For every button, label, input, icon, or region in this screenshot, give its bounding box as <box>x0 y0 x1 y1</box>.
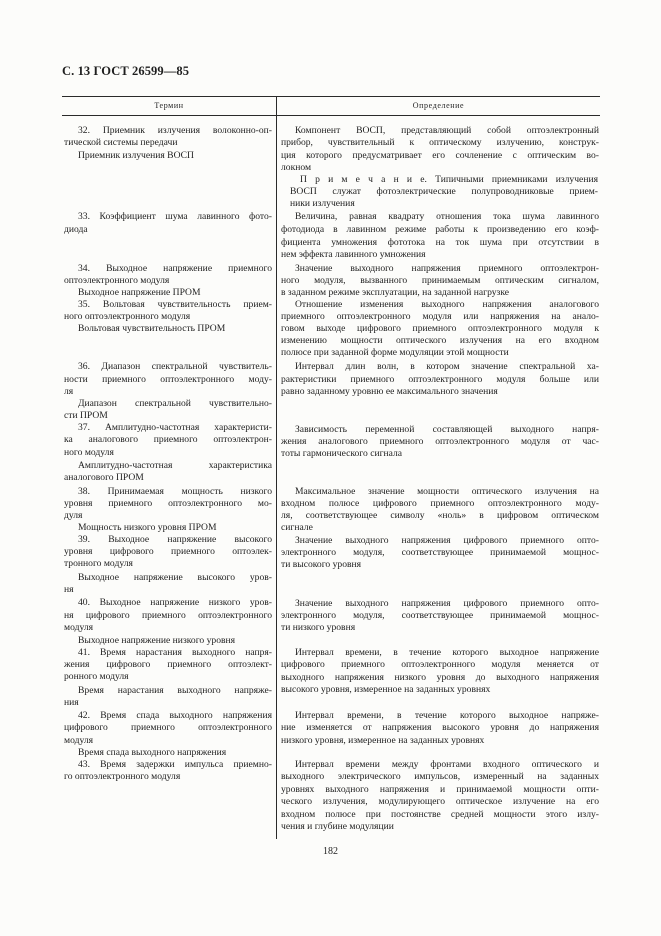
definition-line: Значение выходного напряжения цифрового приемного опто- <box>295 598 599 609</box>
definition-line: жения аналогового приемного оптоэлектронного модуля от час- <box>281 436 599 447</box>
term-line: ня цифрового приемного оптоэлектронного <box>64 610 272 621</box>
definition-line: входном полюсе при постоянстве средней мощности этого излу- <box>281 809 599 820</box>
column-divider <box>276 96 277 839</box>
term-line: ного оптоэлектронного модуля <box>64 311 191 322</box>
definition-line: Интервал времени между фронтами входного оптического и <box>295 759 599 770</box>
definition-line: электронного модуля, соответствующее принимаемой мощнос- <box>281 610 599 621</box>
definition-line: равно заданному уровню ее максимального значения <box>281 386 498 397</box>
definition-line: ля, соответствующее символу «ноль» в цифровом оптическом <box>281 510 599 521</box>
term-line: ности приемного оптоэлектронного моду- <box>64 374 272 385</box>
term-line: уровня приемного оптоэлектронного мо- <box>64 498 272 509</box>
term-line: 43. Время задержки импульса приемно- <box>78 759 272 770</box>
definition-line: нем эффекта лавинного умножения <box>281 249 426 260</box>
definition-line: ного модуля, вызванного принимаемым оптическим сигналом, <box>281 275 599 286</box>
definition-line: Интервал длин волн, в котором значение спектральной ха- <box>295 361 599 372</box>
term-line: Диапазон спектральной чувствительно- <box>78 398 272 409</box>
term-line: ронного модуля <box>64 671 129 682</box>
term-line: дуля <box>64 510 83 521</box>
definition-line: выходного напряжения низкого уровня до выходного напряжения <box>281 672 599 683</box>
definition-line: тоты гармонического сигнала <box>281 448 403 459</box>
term-line: го оптоэлектронного модуля <box>64 771 181 782</box>
definition-line: Интервал времени, в течение которого выходное напряжение <box>295 647 599 658</box>
definition-line: Компонент ВОСП, представляющий собой оптоэлектронный <box>295 125 599 136</box>
term-line: 41. Время нарастания выходного напря- <box>78 647 272 658</box>
term-line: сти ПРОМ <box>64 410 108 421</box>
term-line: уровня цифрового приемного оптоэлек- <box>64 546 272 557</box>
term-line: 38. Принимаемая мощность низкого <box>78 486 272 497</box>
definition-line: Зависимость переменной составляющей выходного напря- <box>295 424 599 435</box>
definition-line: приемного оптоэлектронного модуля или напряжения на анало- <box>281 311 599 322</box>
term-line: модуля <box>64 735 94 746</box>
page-header: С. 13 ГОСТ 26599—85 <box>62 64 190 78</box>
definition-line: говом выходе цифрового приемного оптоэлектронного модуля к <box>281 323 599 334</box>
term-line: жения цифрового приемного оптоэлект- <box>64 659 272 670</box>
note-line: ВОСП служат фотоэлектрические полупроводниковые прием- <box>290 186 598 197</box>
term-line: 37. Амплитудно-частотная характеристи- <box>78 422 272 433</box>
definition-line: ция которого предусматривает его сочленение с оптическим во- <box>281 150 599 161</box>
term-line: 36. Диапазон спектральной чувствитель- <box>78 361 272 372</box>
definition-line: локном <box>281 162 312 173</box>
definition-line: Значение выходного напряжения приемного оптоэлектрон- <box>295 263 599 274</box>
definition-line: Отношение изменения выходного напряжения аналогового <box>295 299 599 310</box>
term-line: 33. Коэффициент шума лавинного фото- <box>78 211 272 222</box>
definition-line: электронного модуля, соответствующее принимаемой мощнос- <box>281 547 599 558</box>
note-line: ники излучения <box>290 198 355 209</box>
definition-line: ти высокого уровня <box>281 559 362 570</box>
term-line: Время спада выходного напряжения <box>78 747 227 758</box>
term-line: Приемник излучения ВОСП <box>78 150 194 161</box>
term-line: Выходное напряжение ПРОМ <box>78 287 201 298</box>
term-line: Мощность низкого уровня ПРОМ <box>78 522 217 533</box>
definition-line: выходного электрического импульсов, измеренный на заданных <box>281 771 599 782</box>
definition-line: Величина, равная квадрату отношения тока шума лавинного <box>295 211 599 222</box>
term-line: Выходное напряжение высокого уров- <box>78 572 272 583</box>
term-line: диода <box>64 224 88 235</box>
definition-line: полюсе при заданной форме модуляции этой мощности <box>281 347 509 358</box>
term-line: 35. Вольтовая чувствительность прием- <box>78 299 272 310</box>
definition-line: входном полюсе цифрового приемного оптоэлектронного моду- <box>281 498 599 509</box>
term-line: аналогового ПРОМ <box>64 472 144 483</box>
definition-line: Максимальное значение мощности оптического излучения на <box>295 486 599 497</box>
table-top-border <box>62 96 600 97</box>
term-line: ка аналогового приемного оптоэлектрон- <box>64 434 272 445</box>
term-line: 40. Выходное напряжение низкого уров- <box>78 597 272 608</box>
term-line: ния <box>64 697 79 708</box>
term-line: тической системы передачи <box>64 137 178 148</box>
term-line: 39. Выходное напряжение высокого <box>78 534 272 545</box>
definition-line: Интервал времени, в течение которого выходное напряже- <box>295 710 599 721</box>
term-line: ля <box>64 386 74 397</box>
definition-line: сигнале <box>281 522 313 533</box>
column-header-definition: Определение <box>412 101 465 110</box>
definition-line: ние изменяется от напряжения высокого уровня до напряжения <box>281 722 599 733</box>
term-line: Вольтовая чувствительность ПРОМ <box>78 323 226 334</box>
definition-line: фициента умножения фототока на ток шума при отсутствии в <box>281 237 599 248</box>
term-line: Амплитудно-частотная характеристика <box>78 460 272 471</box>
term-line: Выходное напряжение низкого уровня <box>78 635 236 646</box>
term-line: 32. Приемник излучения волоконно-оп- <box>78 125 272 136</box>
definition-line: уровнях выходного напряжения и принимаемой мощности опти- <box>281 784 599 795</box>
definition-line: ческого излучения, модулирующего оптическое излучение на его <box>281 796 599 807</box>
definition-line: Значение выходного напряжения цифрового приемного опто- <box>295 535 599 546</box>
note-line: П р и м е ч а н и е. Типичными приемниками излучения <box>300 174 598 185</box>
term-line: тронного модуля <box>64 558 133 569</box>
definition-line: фотодиода в лавинном режиме работы к произведению его коэф- <box>281 224 599 235</box>
term-line: модуля <box>64 622 94 633</box>
term-line: 34. Выходное напряжение приемного <box>78 263 272 274</box>
term-line: ня <box>64 584 74 595</box>
term-line: 42. Время спада выходного напряжения <box>78 710 272 721</box>
term-line: оптоэлектронного модуля <box>64 275 170 286</box>
definition-line: ти низкого уровня <box>281 622 356 633</box>
term-line: Время нарастания выходного напряже- <box>78 685 272 696</box>
definition-line: прибор, чувствительный к оптическому излучению, конструк- <box>281 137 599 148</box>
definition-line: цифрового приемного оптоэлектронного модуля меняется от <box>281 659 599 670</box>
definition-line: в заданном режиме эксплуатации, на заданной нагрузке <box>281 287 510 298</box>
term-line: ного модуля <box>64 447 114 458</box>
page-number: 182 <box>323 846 338 857</box>
term-line: цифрового приемного оптоэлектронного <box>64 722 272 733</box>
table-header-border <box>62 115 600 116</box>
definition-line: изменению мощности оптического излучения на его входном <box>281 335 599 346</box>
definition-line: высокого уровня, измеренное на заданных уровнях <box>281 684 491 695</box>
column-header-term: Термин <box>154 101 184 110</box>
definition-line: рактеристики приемного оптоэлектронного модуля больше или <box>281 374 599 385</box>
definition-line: чения и глубине модуляции <box>281 821 394 832</box>
definition-line: низкого уровня, измеренное на заданных уровнях <box>281 735 485 746</box>
